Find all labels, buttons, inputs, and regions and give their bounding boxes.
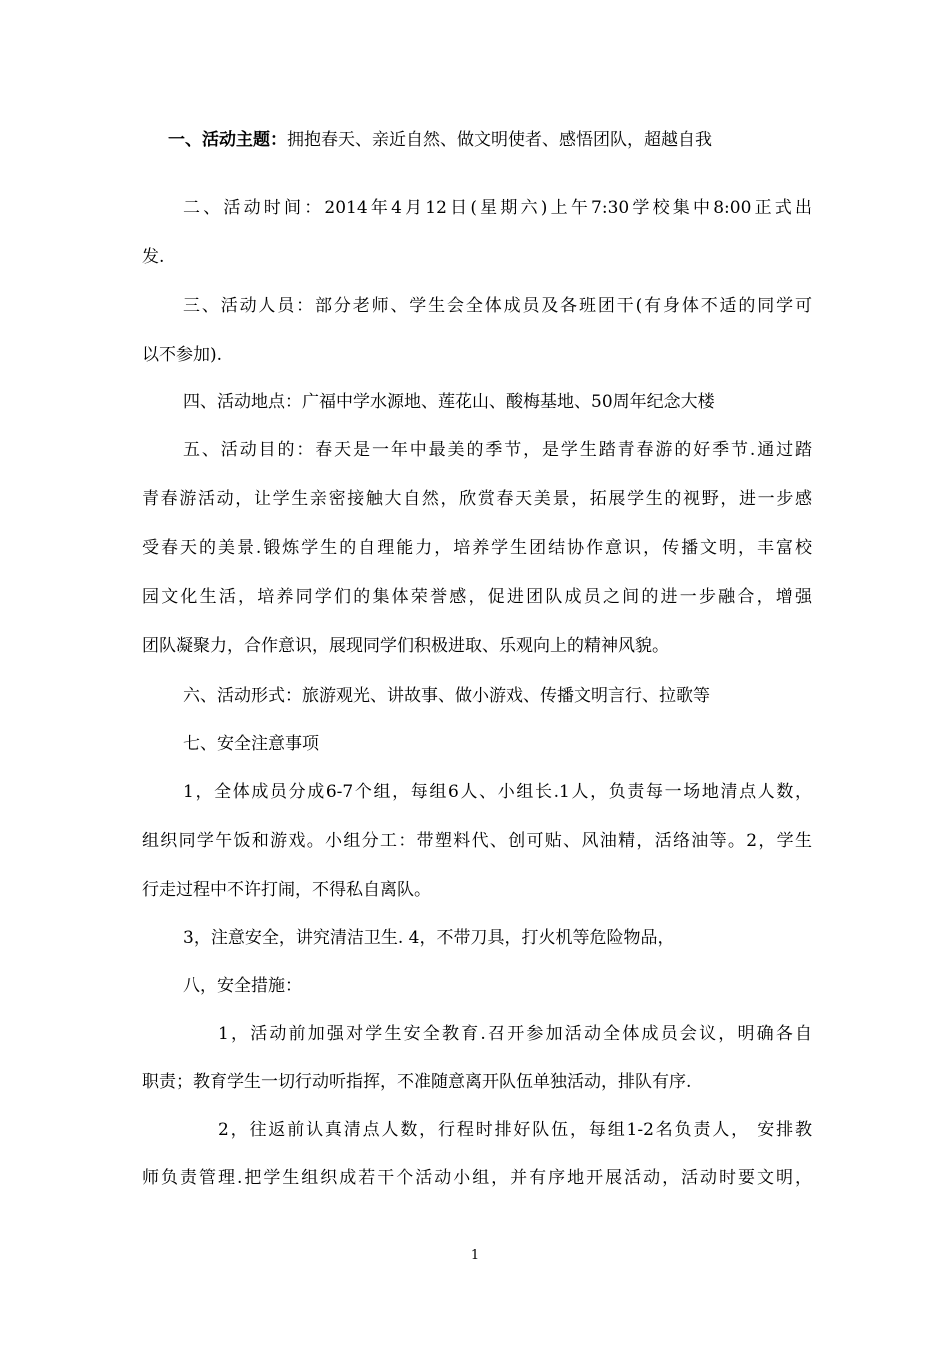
section-1-label: 一、活动主题： xyxy=(168,130,287,150)
section-5-purpose-line-4: 园文化生活，培养同学们的集体荣誉感，促进团队成员之间的进一步融合，增强 xyxy=(142,587,812,607)
section-7-heading: 七、安全注意事项 xyxy=(183,734,319,754)
section-3-people-line-2: 以不参加). xyxy=(142,345,223,365)
section-7-item-1-line-2: 组织同学午饭和游戏。小组分工：带塑料代、创可贴、风油精，活络油等。2，学生 xyxy=(142,831,812,851)
section-3-people-line-1: 三、活动人员：部分老师、学生会全体成员及各班团干(有身体不适的同学可 xyxy=(183,296,812,316)
section-4-location: 四、活动地点：广福中学水源地、莲花山、酸梅基地、50周年纪念大楼 xyxy=(183,392,715,412)
section-8-item-2-line-1: 2，往返前认真清点人数，行程时排好队伍，每组1-2名负责人， 安排教 xyxy=(218,1120,812,1140)
page-number: 1 xyxy=(470,1248,480,1263)
section-5-purpose-line-1: 五、活动目的：春天是一年中最美的季节，是学生踏青春游的好季节.通过踏 xyxy=(183,440,812,460)
section-1-text: 拥抱春天、亲近自然、做文明使者、感悟团队，超越自我 xyxy=(287,130,712,150)
section-8-heading: 八，安全措施： xyxy=(183,976,302,996)
section-5-purpose-line-2: 青春游活动，让学生亲密接触大自然，欣赏春天美景，拓展学生的视野，进一步感 xyxy=(142,489,812,509)
section-7-item-3: 3，注意安全，讲究清洁卫生. 4，不带刀具，打火机等危险物品， xyxy=(183,928,675,948)
section-8-item-2-line-2: 师负责管理.把学生组织成若干个活动小组，并有序地开展活动，活动时要文明， xyxy=(142,1168,812,1188)
section-5-purpose-line-5: 团队凝聚力，合作意识，展现同学们积极进取、乐观向上的精神风貌。 xyxy=(142,636,669,656)
section-7-item-1-line-3: 行走过程中不许打闹，不得私自离队。 xyxy=(142,880,431,900)
section-5-purpose-line-3: 受春天的美景.锻炼学生的自理能力，培养学生团结协作意识，传播文明，丰富校 xyxy=(142,538,812,558)
section-7-item-1-line-1: 1，全体成员分成6-7个组，每组6人、小组长.1人，负责每一场地清点人数， xyxy=(183,782,812,802)
section-6-format: 六、活动形式：旅游观光、讲故事、做小游戏、传播文明言行、拉歌等 xyxy=(183,686,710,706)
section-8-item-1-line-1: 1，活动前加强对学生安全教育.召开参加活动全体成员会议，明确各自 xyxy=(218,1024,812,1044)
section-2-time-line-2: 发. xyxy=(142,247,165,267)
section-1-theme xyxy=(168,129,812,151)
section-2-time-line-1: 二、活动时间：2014年4月12日(星期六)上午7:30学校集中8:00正式出 xyxy=(183,198,812,218)
section-8-item-1-line-2: 职责；教育学生一切行动听指挥，不准随意离开队伍单独活动，排队有序. xyxy=(142,1072,692,1092)
